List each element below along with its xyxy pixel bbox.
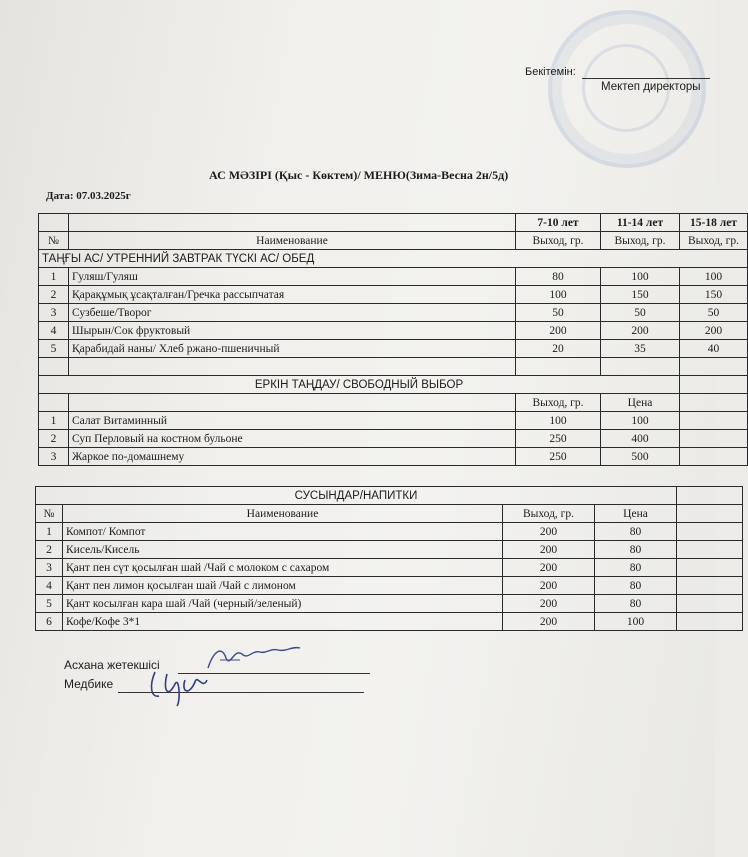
row-value: 35 [601, 340, 680, 358]
row-name: Қарабидай наны/ Хлеб ржано-пшеничный [69, 340, 516, 358]
row-no: 3 [36, 559, 63, 577]
table-row [39, 322, 748, 340]
drinks-col-name: Наименование [63, 505, 503, 523]
row-output: 250 [516, 430, 601, 448]
drinks-table [35, 486, 743, 631]
row-name: Жаркое по-домашнему [69, 448, 516, 466]
row-name: Компот/ Компот [63, 523, 503, 541]
row-no: 5 [39, 340, 69, 358]
age-header-row [39, 214, 748, 232]
table-row [36, 613, 743, 631]
drinks-col-no: № [36, 505, 63, 523]
row-name: Қант пен лимон қосылған шай /Чай с лимоном [63, 577, 503, 595]
table-row [39, 304, 748, 322]
page-title: АС МӘЗІРІ (Қыс - Көктем)/ МЕНЮ(Зима-Весна 2н/5д) [209, 168, 509, 182]
row-no: 6 [36, 613, 63, 631]
table-row [36, 559, 743, 577]
col-output-1: Выход, гр. [516, 232, 601, 250]
row-output: 100 [516, 412, 601, 430]
row-name: Суп Перловый на костном бульоне [69, 430, 516, 448]
row-value: 50 [601, 304, 680, 322]
age-11-14: 11-14 лет [601, 214, 680, 232]
row-output: 200 [503, 523, 595, 541]
row-value: 150 [680, 286, 748, 304]
row-name: Гуляш/Гуляш [69, 268, 516, 286]
row-no: 4 [39, 322, 69, 340]
table-row [36, 523, 743, 541]
row-price: 100 [595, 613, 677, 631]
row-value: 200 [516, 322, 601, 340]
row-no: 3 [39, 304, 69, 322]
free-col-output: Выход, гр. [516, 394, 601, 412]
row-price: 80 [595, 523, 677, 541]
row-no: 2 [36, 541, 63, 559]
row-price: 80 [595, 595, 677, 613]
row-value: 40 [680, 340, 748, 358]
table-row [39, 268, 748, 286]
section-drinks: СУСЫНДАР/НАПИТКИ [36, 487, 677, 505]
row-price: 500 [601, 448, 680, 466]
row-output: 200 [503, 541, 595, 559]
row-output: 250 [516, 448, 601, 466]
row-no: 2 [39, 430, 69, 448]
drinks-col-output: Выход, гр. [503, 505, 595, 523]
row-price: 400 [601, 430, 680, 448]
row-price: 80 [595, 541, 677, 559]
row-value: 200 [601, 322, 680, 340]
free-col-price: Цена [601, 394, 680, 412]
table-row [39, 430, 748, 448]
row-value: 100 [601, 268, 680, 286]
drinks-col-price: Цена [595, 505, 677, 523]
table-row [39, 340, 748, 358]
kitchen-head-label: Асхана жетекшісі [64, 658, 160, 672]
approve-label: Бекітемін: [525, 66, 576, 78]
col-output-3: Выход, гр. [680, 232, 748, 250]
col-name: Наименование [69, 232, 516, 250]
column-header-row [39, 232, 748, 250]
row-price: 100 [601, 412, 680, 430]
kitchen-head-signature [200, 640, 310, 676]
menu-table [38, 213, 748, 466]
table-row [39, 448, 748, 466]
row-name: Кисель/Кисель [63, 541, 503, 559]
col-output-2: Выход, гр. [601, 232, 680, 250]
approve-signature-line [582, 78, 710, 79]
row-value: 200 [680, 322, 748, 340]
section-breakfast-lunch: ТАҢҒЫ АС/ УТРЕННИЙ ЗАВТРАК ТҮСКІ АС/ ОБЕД [39, 250, 748, 268]
row-no: 1 [36, 523, 63, 541]
row-name: Кофе/Кофе 3*1 [63, 613, 503, 631]
nurse-label: Медбике [64, 677, 114, 691]
row-name: Шырын/Сок фруктовый [69, 322, 516, 340]
row-name: Салат Витаминный [69, 412, 516, 430]
row-name: Қант пен сүт қосылған шай /Чай с молоком с сахаром [63, 559, 503, 577]
row-price: 80 [595, 559, 677, 577]
free-choice-header-row [39, 394, 748, 412]
row-value: 50 [680, 304, 748, 322]
table-row [36, 577, 743, 595]
row-value: 150 [601, 286, 680, 304]
director-label: Мектеп директоры [601, 81, 701, 93]
row-output: 200 [503, 559, 595, 577]
row-price: 80 [595, 577, 677, 595]
age-7-10: 7-10 лет [516, 214, 601, 232]
section-free-choice: ЕРКІН ТАҢДАУ/ СВОБОДНЫЙ ВЫБОР [39, 376, 680, 394]
drinks-header-row [36, 505, 743, 523]
section-row [39, 376, 748, 394]
row-no: 1 [39, 268, 69, 286]
row-no: 5 [36, 595, 63, 613]
row-name: Қарақұмық ұсақталған/Гречка рассыпчатая [69, 286, 516, 304]
nurse-signature [145, 662, 215, 708]
row-output: 200 [503, 577, 595, 595]
row-name: Сузбеше/Творог [69, 304, 516, 322]
row-value: 100 [516, 286, 601, 304]
section-row [36, 487, 743, 505]
row-value: 20 [516, 340, 601, 358]
empty-row [39, 358, 748, 376]
section-row [39, 250, 748, 268]
table-row [39, 412, 748, 430]
row-output: 200 [503, 595, 595, 613]
table-row [36, 541, 743, 559]
row-value: 100 [680, 268, 748, 286]
row-name: Қант косылған кара шай /Чай (черный/зеленый) [63, 595, 503, 613]
row-value: 80 [516, 268, 601, 286]
table-row [39, 286, 748, 304]
row-output: 200 [503, 613, 595, 631]
row-value: 50 [516, 304, 601, 322]
table-row [36, 595, 743, 613]
row-no: 4 [36, 577, 63, 595]
row-no: 2 [39, 286, 69, 304]
row-no: 1 [39, 412, 69, 430]
menu-date: Дата: 07.03.2025г [46, 190, 131, 202]
col-no: № [39, 232, 69, 250]
row-no: 3 [39, 448, 69, 466]
age-15-18: 15-18 лет [680, 214, 748, 232]
